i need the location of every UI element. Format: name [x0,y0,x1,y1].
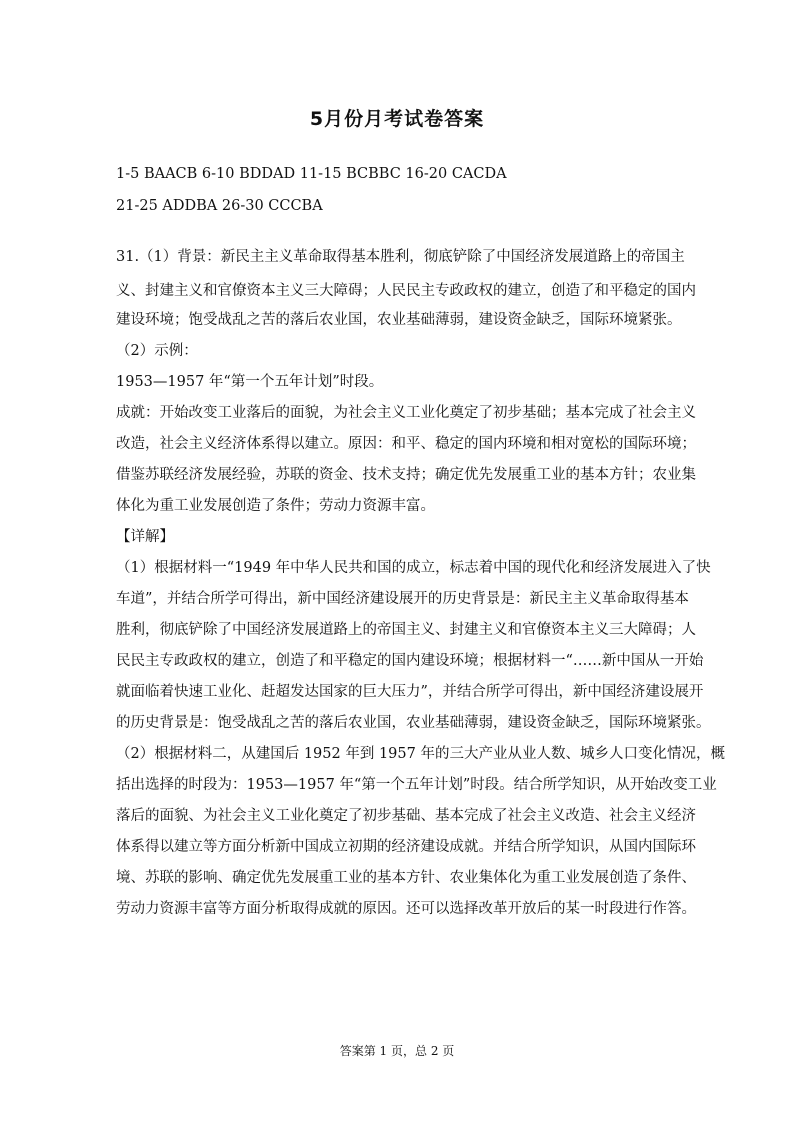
q31-line: 1953—1957 年“第一个五年计划”时段。 [116,374,384,390]
q31-line: （2）示例： [116,343,198,359]
detail-line: 的历史背景是：饱受战乱之苦的落后农业国，农业基础薄弱，建设资金缺乏，国际环境紧张。 [116,715,711,731]
detail-line: 胜利，彻底铲除了中国经济发展道路上的帝国主义、封建主义和官僚资本主义三大障碍；人 [116,622,696,638]
q31-line: 建设环境；饱受战乱之苦的落后农业国，农业基础薄弱，建设资金缺乏，国际环境紧张。 [116,312,682,328]
q31-line: 改造，社会主义经济体系得以建立。原因：和平、稳定的国内环境和相对宽松的国际环境； [116,436,696,452]
q31-line: 体化为重工业发展创造了条件；劳动力资源丰富。 [116,498,435,514]
q31-line: 义、封建主义和官僚资本主义三大障碍；人民民主专政政权的建立，创造了和平稳定的国内 [116,283,696,299]
detail-heading: 【详解】 [116,529,174,545]
detail-line: 就面临着快速工业化、赶超发达国家的巨大压力”，并结合所学可得出，新中国经济建设展开 [116,684,704,700]
detail-line: （1）根据材料一“1949 年中华人民共和国的成立，标志着中国的现代化和经济发展进入了快 [116,560,711,576]
q31-line: 31.（1）背景：新民主主义革命取得基本胜利，彻底铲除了中国经济发展道路上的帝国主 [116,249,685,265]
page-title: 5月份月考试卷答案 [309,108,485,130]
answer-key-line-1: 1-5 BAACB 6-10 BDDAD 11-15 BCBBC 16-20 CACDA [116,166,507,182]
detail-line: 落后的面貌、为社会主义工业化奠定了初步基础、基本完成了社会主义改造、社会主义经济 [116,808,696,824]
detail-line: （2）根据材料二，从建国后 1952 年到 1957 年的三大产业从业人数、城乡人口变化情况，概 [116,746,725,762]
detail-line: 体系得以建立等方面分析新中国成立初期的经济建设成就。并结合所学知识，从国内国际环 [116,839,696,855]
detail-line: 括出选择的时段为：1953—1957 年“第一个五年计划”时段。结合所学知识，从开始改变工业 [116,777,717,793]
page-footer: 答案第 1 页，总 2 页 [339,1044,455,1058]
detail-line: 民民主专政政权的建立，创造了和平稳定的国内建设环境；根据材料一“……新中国从一开始 [116,653,704,669]
detail-line: 境、苏联的影响、确定优先发展重工业的基本方针、农业集体化为重工业发展创造了条件、 [116,870,696,886]
q31-line: 成就：开始改变工业落后的面貌，为社会主义工业化奠定了初步基础；基本完成了社会主义 [116,405,696,421]
detail-line: 劳动力资源丰富等方面分析取得成就的原因。还可以选择改革开放后的某一时段进行作答。 [116,901,696,917]
q31-line: 借鉴苏联经济发展经验，苏联的资金、技术支持；确定优先发展重工业的基本方针；农业集 [116,467,696,483]
answer-key-line-2: 21-25 ADDBA 26-30 CCCBA [116,198,323,214]
detail-line: 车道”，并结合所学可得出，新中国经济建设展开的历史背景是：新民主主义革命取得基本 [116,591,689,607]
